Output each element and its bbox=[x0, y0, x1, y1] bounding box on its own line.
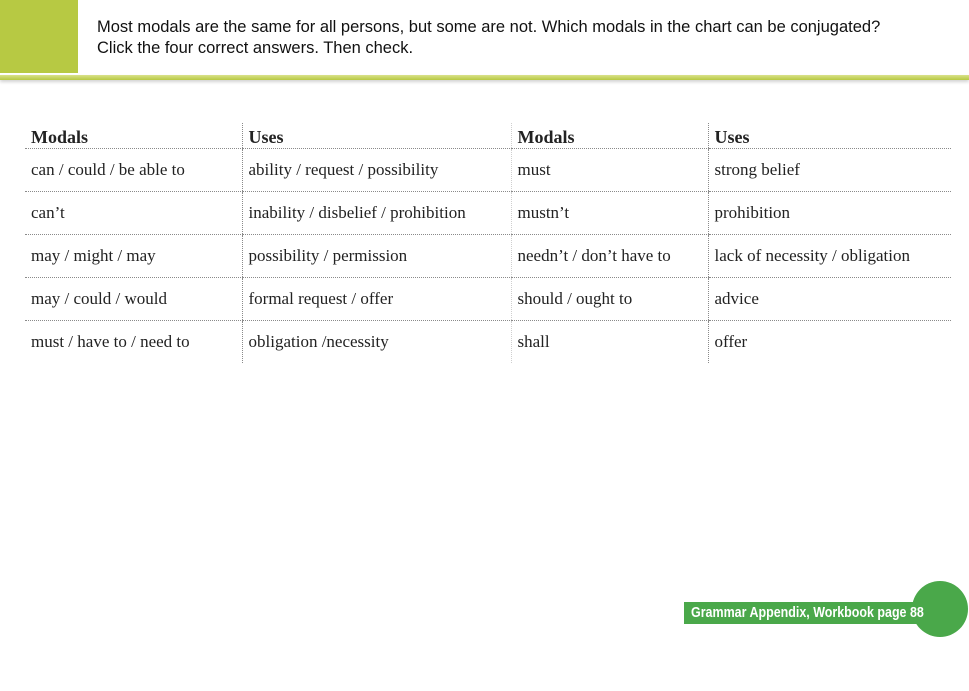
modal-option[interactable]: can’t bbox=[25, 192, 242, 235]
modal-option[interactable]: should / ought to bbox=[511, 278, 708, 321]
modal-use: offer bbox=[708, 321, 951, 364]
table-row bbox=[25, 321, 951, 364]
header-divider bbox=[0, 75, 969, 80]
modal-use: ability / request / possibility bbox=[242, 149, 511, 192]
table-row bbox=[25, 235, 951, 278]
table-header-row bbox=[25, 123, 951, 149]
modal-option[interactable]: shall bbox=[511, 321, 708, 364]
modal-option[interactable]: can / could / be able to bbox=[25, 149, 242, 192]
modal-use: strong belief bbox=[708, 149, 951, 192]
column-header-modals: Modals bbox=[511, 123, 708, 149]
modal-option[interactable]: must / have to / need to bbox=[31, 332, 190, 351]
modal-use: advice bbox=[708, 278, 951, 321]
table-row bbox=[25, 149, 951, 192]
modal-use: obligation /necessity bbox=[242, 321, 511, 364]
instructions-line-1: Most modals are the same for all persons, but some are not. Which modals in the chart can be conjugated? bbox=[97, 18, 881, 36]
modal-option[interactable]: may / could / would bbox=[25, 278, 242, 321]
header-accent-block bbox=[0, 0, 78, 73]
modals-chart bbox=[25, 123, 951, 363]
table-row bbox=[25, 278, 951, 321]
column-header-uses: Uses bbox=[242, 123, 511, 149]
modal-use: inability / disbelief / prohibition bbox=[242, 192, 511, 235]
modal-option[interactable]: must bbox=[511, 149, 708, 192]
modal-use: prohibition bbox=[708, 192, 951, 235]
modal-use: formal request / offer bbox=[242, 278, 511, 321]
modal-option[interactable]: mustn’t bbox=[511, 192, 708, 235]
table-row bbox=[25, 192, 951, 235]
instructions-line-2: Click the four correct answers. Then check. bbox=[97, 39, 414, 57]
modal-use: possibility / permission bbox=[242, 235, 511, 278]
instructions-text bbox=[97, 17, 962, 59]
modal-use: lack of necessity / obligation bbox=[708, 235, 951, 278]
modal-option[interactable]: needn’t / don’t have to bbox=[511, 235, 708, 278]
modal-option[interactable]: may / might / may bbox=[25, 235, 242, 278]
column-header-modals: Modals bbox=[25, 123, 242, 149]
column-header-uses: Uses bbox=[708, 123, 951, 149]
grammar-reference-label: Grammar Appendix, Workbook page 88 bbox=[691, 605, 924, 621]
